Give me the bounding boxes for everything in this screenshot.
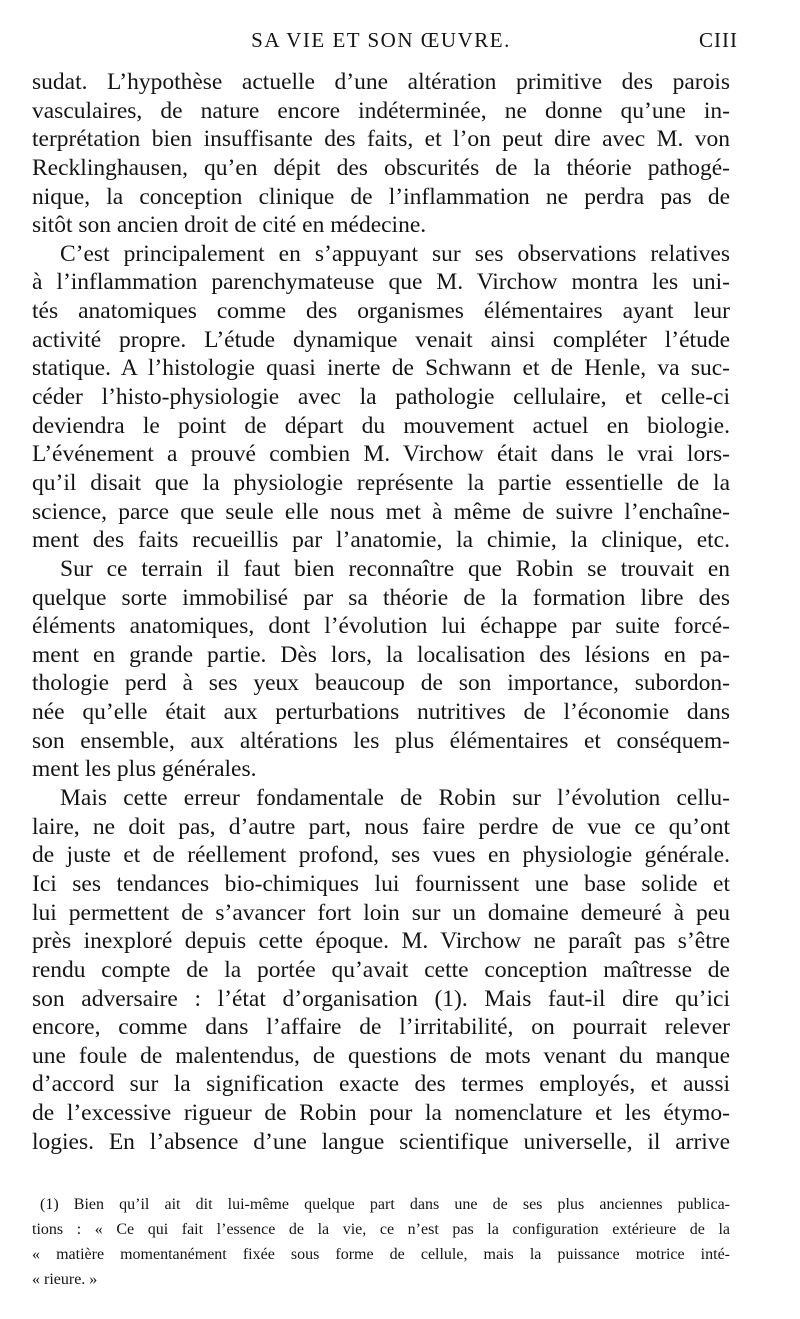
text-line: de juste et de réellement profond, ses vues en physiologie générale. <box>32 842 730 869</box>
text-line: encore, comme dans l’affaire de l’irritabilité, on pourrait relever <box>32 1014 730 1041</box>
footnote-line: « matière momentanément fixée sous forme de cellule, mais la puissance motrice inté- <box>32 1246 730 1263</box>
running-title: SA VIE ET SON ŒUVRE. <box>251 28 511 52</box>
text-line: son adversaire : l’état d’organisation (1). Mais faut-il dire qu’ici <box>32 985 730 1012</box>
text-line: quelque sorte immobilisé par sa théorie de la formation libre des <box>32 584 730 611</box>
text-line: son ensemble, aux altérations les plus élémentaires et conséquem- <box>32 727 730 754</box>
text-line: deviendra le point de départ du mouvement actuel en biologie. <box>32 412 730 439</box>
text-line: nique, la conception clinique de l’inflammation ne perdra pas de <box>32 183 730 210</box>
text-line: activité propre. L’étude dynamique venait ainsi compléter l’étude <box>32 326 730 353</box>
text-line: thologie perd à ses yeux beaucoup de son importance, subordon- <box>32 670 730 697</box>
text-line: près inexploré depuis cette époque. M. Virchow ne paraît pas s’être <box>32 928 730 955</box>
text-line: de l’excessive rigueur de Robin pour la nomenclature et les étymo- <box>32 1100 730 1127</box>
footnote-line: (1) Bien qu’il ait dit lui-même quelque part dans une de ses plus anciennes publica- <box>40 1196 730 1213</box>
text-line: tés anatomiques comme des organismes élémentaires ayant leur <box>32 298 730 325</box>
text-line: née qu’elle était aux perturbations nutritives de l’économie dans <box>32 699 730 726</box>
text-line: éléments anatomiques, dont l’évolution lui échappe par suite forcé- <box>32 613 730 640</box>
text-line: Ici ses tendances bio-chimiques lui fournissent une base solide et <box>32 870 730 897</box>
text-line: lui permettent de s’avancer fort loin sur un domaine demeuré à peu <box>32 899 730 926</box>
text-line: statique. A l’histologie quasi inerte de Schwann et de Henle, va suc- <box>32 355 730 382</box>
text-line: sudat. L’hypothèse actuelle d’une altération primitive des parois <box>32 69 730 95</box>
text-line: C’est principalement en s’appuyant sur ses observations relatives <box>60 240 730 267</box>
text-line: une foule de malentendus, de questions de mots venant du manque <box>32 1042 730 1069</box>
text-line: Mais cette erreur fondamentale de Robin sur l’évolution cellu- <box>60 785 730 812</box>
body-text <box>32 68 730 1156</box>
text-line: laire, ne doit pas, d’autre part, nous faire perdre de vue ce qu’ont <box>32 813 730 840</box>
text-line: sitôt son ancien droit de cité en médecine. <box>32 212 427 239</box>
text-line: L’événement a prouvé combien M. Virchow était dans le vrai lors- <box>32 441 730 468</box>
text-line: science, parce que seule elle nous met à même de suivre l’enchaîne- <box>32 498 730 525</box>
text-line: logies. En l’absence d’une langue scientifique universelle, il arrive <box>32 1128 730 1155</box>
page-number: CIII <box>699 28 738 52</box>
text-line: vasculaires, de nature encore indéterminée, ne donne qu’une in- <box>32 97 730 124</box>
footnote-line: « rieure. » <box>32 1271 98 1288</box>
text-line: céder l’histo-physiologie avec la pathologie cellulaire, et celle-ci <box>32 384 730 411</box>
page-header <box>32 28 738 58</box>
text-line: qu’il disait que la physiologie représente la partie essentielle de la <box>32 469 730 496</box>
text-line: ment en grande partie. Dès lors, la localisation des lésions en pa- <box>32 641 730 668</box>
text-line: ment des faits recueillis par l’anatomie, la chimie, la clinique, etc. <box>32 527 730 554</box>
text-line: Recklinghausen, qu’en dépit des obscurités de la théorie pathogé- <box>32 154 730 181</box>
text-line: rendu compte de la portée qu’avait cette conception maîtresse de <box>32 956 730 983</box>
text-line: ment les plus générales. <box>32 756 257 783</box>
text-line: d’accord sur la signification exacte des termes employés, et aussi <box>32 1071 730 1098</box>
footnotes <box>32 1192 730 1292</box>
text-line: terprétation bien insuffisante des faits, et l’on peut dire avec M. von <box>32 126 730 153</box>
text-line: Sur ce terrain il faut bien reconnaître que Robin se trouvait en <box>60 555 730 582</box>
footnote-line: tions : « Ce qui fait l’essence de la vie, ce n’est pas la configuration extérieure de la <box>32 1221 730 1238</box>
text-line: à l’inflammation parenchymateuse que M. Virchow montra les uni- <box>32 269 730 296</box>
